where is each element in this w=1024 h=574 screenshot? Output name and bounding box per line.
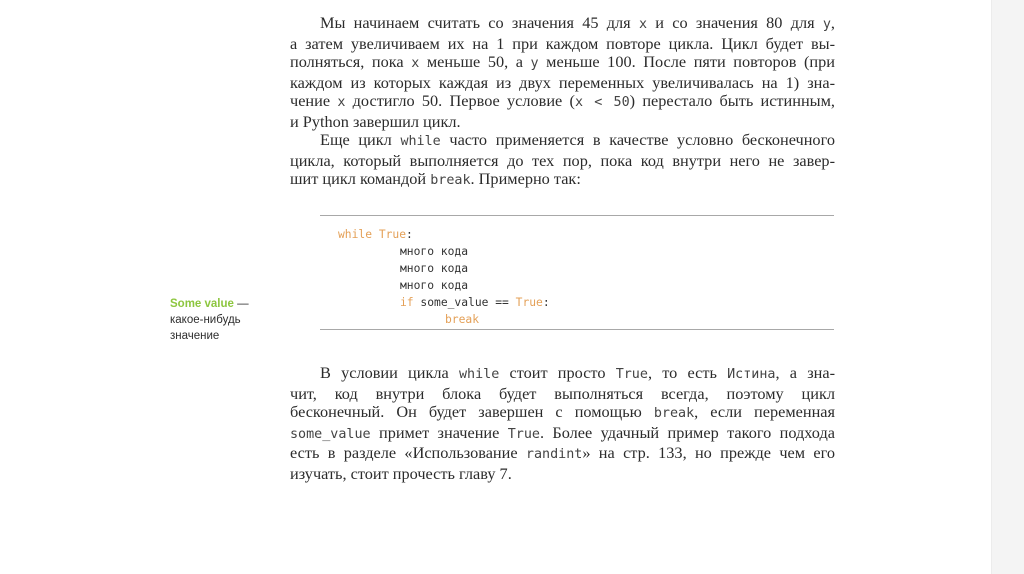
text-line: Мы начинаем считать со значения 45 для x и со значения 80 для y, — [320, 13, 835, 32]
code-text: много кода — [400, 245, 469, 258]
text-line: В условии цикла while стоит просто True, то есть Истина, а зна- — [320, 363, 835, 382]
inline-code: x < 50 — [574, 95, 630, 111]
code-text: : — [542, 296, 550, 309]
text-line: шит цикл командой break. Примерно так: — [290, 169, 581, 189]
margin-note-line3: значение — [170, 330, 220, 342]
inline-code: Истина — [727, 367, 776, 382]
text-line: чит, код внутри блока будет выполняться всегда, поэтому цикл — [290, 383, 835, 403]
text-line: есть в разделе «Использование randint» на стр. 133, но прежде чем его — [290, 443, 835, 463]
margin-note-line1 — [170, 296, 280, 312]
code-keyword: True — [515, 296, 543, 309]
paragraph-while-true-explanation — [290, 364, 835, 484]
code-line — [338, 311, 550, 328]
code-line — [338, 277, 550, 294]
page-edge-strip — [991, 0, 1024, 574]
code-text: много кода — [400, 279, 469, 292]
code-keyword: while — [338, 228, 373, 241]
inline-code: randint — [525, 447, 583, 463]
text-line: изучать, стоит прочесть главу 7. — [290, 463, 512, 483]
code-keyword: True — [378, 228, 407, 241]
inline-code: while — [458, 367, 500, 382]
margin-note-term: Some value — [170, 298, 234, 310]
paragraph-infinite-loop-intro — [290, 131, 835, 191]
inline-code: break — [653, 406, 695, 422]
inline-code: y — [822, 17, 831, 32]
paragraph-loop-counting — [290, 14, 835, 132]
code-text: some_value == — [413, 296, 516, 309]
text-line: каждом из которых каждая из двух переменных увеличивалась на 1) зна- — [290, 72, 835, 92]
text-line: чение x достигло 50. Первое условие (x < 50) перестало быть истинным, — [290, 91, 835, 111]
inline-code: True — [615, 367, 648, 382]
inline-code: some_value — [290, 426, 371, 442]
margin-note — [170, 296, 280, 344]
code-text: много кода — [400, 262, 469, 275]
code-keyword: if — [400, 296, 414, 309]
code-line — [338, 243, 550, 260]
margin-note-dash: — — [233, 298, 249, 310]
code-block-top-rule — [320, 215, 834, 216]
code-block-bottom-rule — [320, 329, 834, 330]
inline-code: y — [530, 56, 539, 72]
code-text: : — [406, 228, 413, 241]
code-keyword: break — [445, 313, 480, 326]
code-line — [338, 260, 550, 277]
inline-code: x — [638, 17, 647, 32]
inline-code: True — [507, 426, 540, 442]
inline-code: while — [400, 134, 441, 149]
text-line: цикла, который выполняется до тех пор, пока код внутри него не завер- — [290, 150, 835, 170]
inline-code: break — [430, 173, 471, 189]
text-line: Еще цикл while часто применяется в качестве условно бесконечного — [320, 130, 835, 149]
inline-code: x — [337, 95, 346, 111]
text-line: some_value примет значение True. Более удачный пример такого подхода — [290, 422, 835, 442]
text-line: полняться, пока x меньше 50, а y меньше 100. После пяти повторов (при — [290, 52, 835, 72]
text-line: бесконечный. Он будет завершен с помощью break, если переменная — [290, 402, 835, 422]
text-line: и Python завершил цикл. — [290, 111, 461, 131]
code-line — [338, 294, 550, 311]
inline-code: x — [411, 56, 420, 72]
code-listing-while-true — [338, 226, 550, 328]
code-line — [338, 226, 550, 243]
margin-note-line2: какое-нибудь — [170, 314, 241, 326]
text-line: а затем увеличиваем их на 1 при каждом повторе цикла. Цикл будет вы- — [290, 33, 835, 53]
code-text — [372, 228, 379, 241]
